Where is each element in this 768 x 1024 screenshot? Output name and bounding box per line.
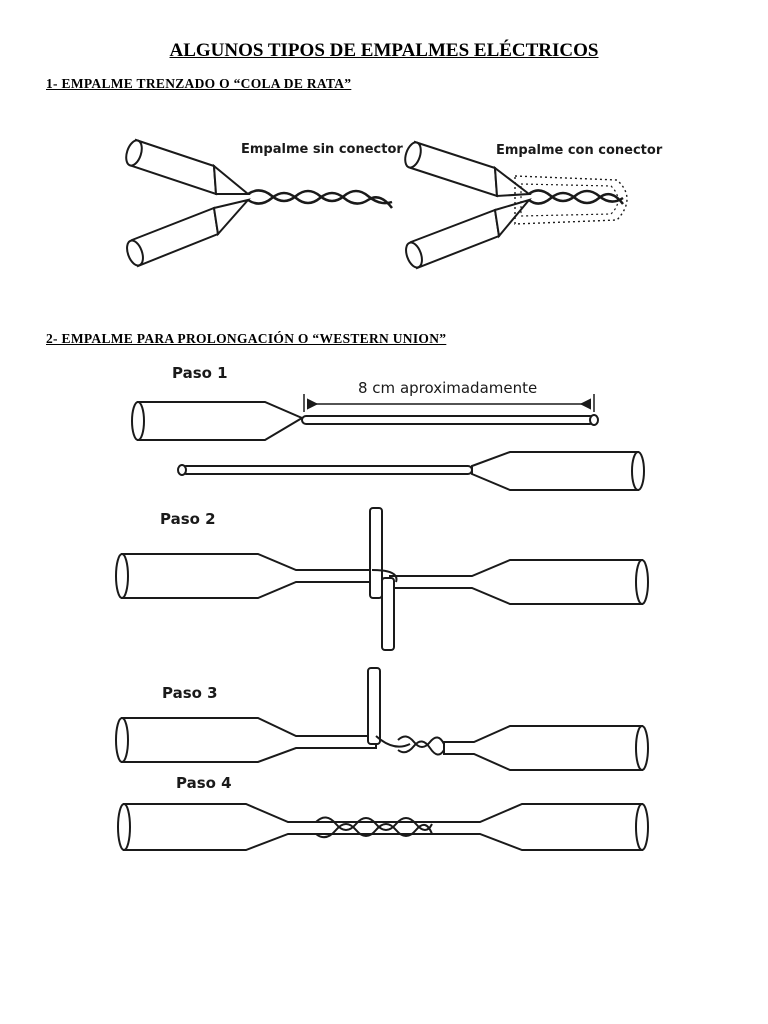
step-label: Paso 1 <box>172 364 228 382</box>
splice-with-connector <box>402 140 663 269</box>
step-1 <box>132 364 644 490</box>
dimension-label: 8 cm aproximadamente <box>358 379 538 397</box>
western-union-splice-figure <box>110 356 660 856</box>
twisted-splice-figure <box>120 128 663 278</box>
step-4 <box>118 774 648 850</box>
figure-label: Empalme con conector <box>496 143 663 158</box>
document-title: ALGUNOS TIPOS DE EMPALMES ELÉCTRICOS <box>169 40 599 61</box>
step-label: Paso 4 <box>176 774 232 792</box>
step-2 <box>116 508 648 650</box>
section-2-heading: 2- EMPALME PARA PROLONGACIÓN O “WESTERN UNION” <box>46 331 447 346</box>
section-1-heading: 1- EMPALME TRENZADO O “COLA DE RATA” <box>46 76 352 91</box>
step-label: Paso 2 <box>160 510 216 528</box>
step-3 <box>116 668 648 770</box>
figure-label: Empalme sin conector <box>241 142 403 157</box>
step-label: Paso 3 <box>162 684 218 702</box>
splice-without-connector <box>123 138 403 267</box>
